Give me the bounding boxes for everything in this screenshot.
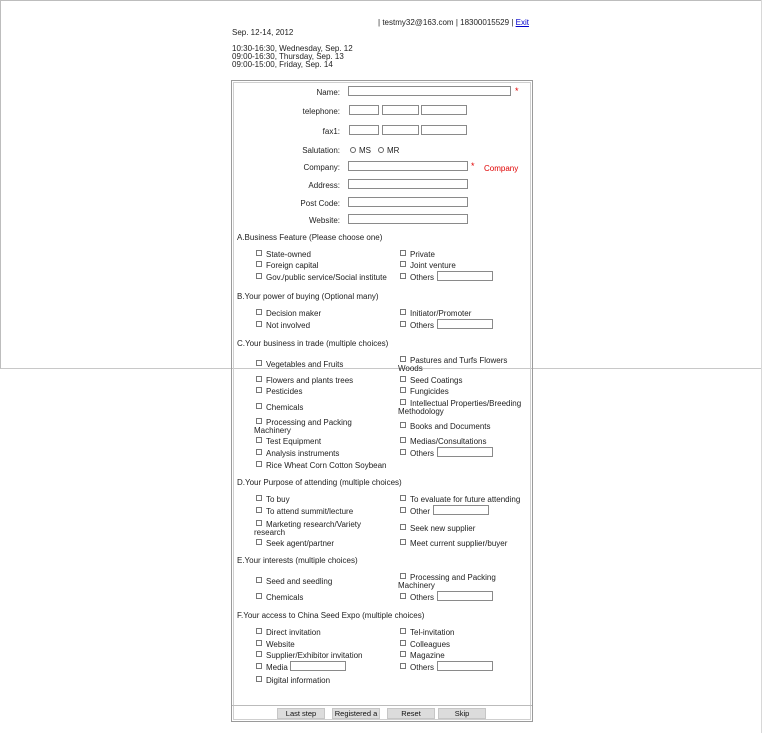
checkbox-analysis[interactable] — [256, 449, 262, 455]
last-step-button[interactable]: Last step — [277, 708, 325, 719]
fax-ext-input[interactable] — [421, 125, 467, 135]
checkbox-new-supplier[interactable] — [400, 524, 406, 530]
registration-form — [231, 80, 533, 722]
option-label: Private — [410, 250, 435, 259]
checkbox-private[interactable] — [400, 250, 406, 256]
company-input[interactable] — [348, 161, 468, 171]
event-hours-fri: 09:00-15:00, Friday, Sep. 14 — [232, 60, 333, 69]
company-required-mark: * — [471, 161, 475, 171]
exit-link[interactable]: Exit — [515, 18, 529, 27]
other-d-input[interactable] — [433, 505, 489, 515]
user-phone: 18300015529 — [460, 18, 510, 27]
fax-number-input[interactable] — [382, 125, 419, 135]
website-label: Website: — [309, 216, 340, 225]
checkbox-initiator[interactable] — [400, 309, 406, 315]
option-label: Other — [410, 507, 431, 516]
option-label: Processing and Packing — [410, 573, 496, 582]
checkbox-vegetables[interactable] — [256, 360, 262, 366]
option-label: Colleagues — [410, 640, 451, 649]
others-e-input[interactable] — [437, 591, 493, 601]
section-b-title: B.Your power of buying (Optional many) — [237, 292, 379, 301]
option-label: Processing and Packing — [266, 418, 352, 427]
telephone-label: telephone: — [302, 107, 340, 116]
option-label: To attend summit/lecture — [266, 507, 354, 516]
checkbox-medias[interactable] — [400, 437, 406, 443]
option-label: Seed Coatings — [410, 376, 463, 385]
option-label-wrap: Methodology — [398, 407, 444, 416]
separator: | — [455, 18, 458, 27]
checkbox-intellectual[interactable] — [400, 399, 406, 405]
separator: | — [511, 18, 514, 27]
option-label: Others — [410, 449, 435, 458]
option-label: Analysis instruments — [266, 449, 340, 458]
fax-label: fax1: — [322, 127, 340, 136]
others-c-input[interactable] — [437, 447, 493, 457]
checkbox-decision-maker[interactable] — [256, 309, 262, 315]
option-label: Foreign capital — [266, 261, 319, 270]
option-label: Digital information — [266, 676, 331, 685]
section-f-title: F.Your access to China Seed Expo (multiple choices) — [237, 611, 425, 620]
option-label: Not involved — [266, 321, 311, 330]
option-label: Decision maker — [266, 309, 322, 318]
option-label: Others — [410, 593, 435, 602]
option-label: Chemicals — [266, 403, 304, 412]
checkbox-media[interactable] — [256, 663, 262, 669]
postcode-input[interactable] — [348, 197, 468, 207]
option-label: Magazine — [410, 651, 445, 660]
option-label-wrap: Woods — [398, 364, 423, 373]
section-e-title: E.Your interests (multiple choices) — [237, 556, 358, 565]
option-label: Flowers and plants trees — [266, 376, 354, 385]
reset-button[interactable]: Reset — [387, 708, 435, 719]
option-label: Pastures and Turfs Flowers — [410, 356, 508, 365]
checkbox-processing-c[interactable] — [256, 418, 262, 424]
checkbox-website[interactable] — [256, 640, 262, 646]
checkbox-direct-invitation[interactable] — [256, 628, 262, 634]
fax-area-input[interactable] — [349, 125, 379, 135]
telephone-number-input[interactable] — [382, 105, 419, 115]
separator: | — [378, 18, 381, 27]
checkbox-pesticides[interactable] — [256, 387, 262, 393]
checkbox-grains[interactable] — [256, 461, 262, 467]
media-input[interactable] — [290, 661, 346, 671]
option-label: Seek new supplier — [410, 524, 476, 533]
option-label: Chemicals — [266, 593, 304, 602]
company-required-hint: Company — [484, 164, 519, 173]
option-label: To evaluate for future attending — [410, 495, 521, 504]
checkbox-test-equipment[interactable] — [256, 437, 262, 443]
checkbox-seed[interactable] — [256, 577, 262, 583]
option-label: Others — [410, 273, 435, 282]
checkbox-current-supplier[interactable] — [400, 539, 406, 545]
checkbox-flowers[interactable] — [256, 376, 262, 382]
checkbox-summit[interactable] — [256, 507, 262, 513]
option-label: Pesticides — [266, 387, 303, 396]
section-c-title: C.Your business in trade (multiple choices) — [237, 339, 389, 348]
telephone-area-input[interactable] — [349, 105, 379, 115]
checkbox-supplier-invitation[interactable] — [256, 651, 262, 657]
option-label: Supplier/Exhibitor invitation — [266, 651, 363, 660]
name-label: Name: — [316, 88, 340, 97]
option-label-wrap: research — [254, 528, 286, 537]
name-input[interactable] — [348, 86, 511, 96]
checkbox-magazine[interactable] — [400, 651, 406, 657]
checkbox-seek-agent[interactable] — [256, 539, 262, 545]
checkbox-state-owned[interactable] — [256, 250, 262, 256]
skip-button[interactable]: Skip — [438, 708, 486, 719]
address-label: Address: — [308, 181, 340, 190]
option-label: Fungicides — [410, 387, 449, 396]
option-label: Meet current supplier/buyer — [410, 539, 508, 548]
option-label: State-owned — [266, 250, 311, 259]
checkbox-marketing[interactable] — [256, 520, 262, 526]
name-required-mark: * — [515, 86, 519, 96]
option-label: Others — [410, 321, 435, 330]
salutation-ms-radio[interactable] — [350, 147, 356, 153]
checkbox-books[interactable] — [400, 422, 406, 428]
option-label: Seek agent/partner — [266, 539, 335, 548]
salutation-ms-label: MS — [359, 146, 371, 155]
company-label: Company: — [303, 163, 340, 172]
others-a-input[interactable] — [437, 271, 493, 281]
button-row — [232, 705, 532, 720]
checkbox-to-buy[interactable] — [256, 495, 262, 501]
option-label: Initiator/Promoter — [410, 309, 472, 318]
checkbox-chemicals-e[interactable] — [256, 593, 262, 599]
option-label: To buy — [266, 495, 290, 504]
checkbox-chemicals-c[interactable] — [256, 403, 262, 409]
checkbox-gov-public[interactable] — [256, 273, 262, 279]
option-label: Test Equipment — [266, 437, 322, 446]
checkbox-not-involved[interactable] — [256, 321, 262, 327]
checkbox-digital[interactable] — [256, 676, 262, 682]
option-label: Rice Wheat Corn Cotton Soybean — [266, 461, 387, 470]
checkbox-others-a[interactable] — [400, 273, 406, 279]
checkbox-others-f[interactable] — [400, 663, 406, 669]
option-label: Media — [266, 663, 288, 672]
checkbox-others-b[interactable] — [400, 321, 406, 327]
checkbox-tel-invitation[interactable] — [400, 628, 406, 634]
checkbox-others-c[interactable] — [400, 449, 406, 455]
checkbox-joint-venture[interactable] — [400, 261, 406, 267]
option-label: Others — [410, 663, 435, 672]
user-bar — [378, 18, 529, 27]
section-a-title: A.Business Feature (Please choose one) — [237, 233, 383, 242]
address-input[interactable] — [348, 179, 468, 189]
checkbox-evaluate[interactable] — [400, 495, 406, 501]
checkbox-colleagues[interactable] — [400, 640, 406, 646]
event-hours-thu: 09:00-16:30, Thursday, Sep. 13 — [232, 52, 344, 61]
telephone-ext-input[interactable] — [421, 105, 467, 115]
option-label: Medias/Consultations — [410, 437, 487, 446]
checkbox-processing-e[interactable] — [400, 573, 406, 579]
website-input[interactable] — [348, 214, 468, 224]
others-f-input[interactable] — [437, 661, 493, 671]
option-label: Marketing research/Variety — [266, 520, 361, 529]
option-label: Website — [266, 640, 295, 649]
salutation-label: Salutation: — [302, 146, 340, 155]
checkbox-pastures[interactable] — [400, 356, 406, 362]
option-label-wrap: Machinery — [254, 426, 291, 435]
option-label: Direct invitation — [266, 628, 321, 637]
checkbox-other-d[interactable] — [400, 507, 406, 513]
option-label: Tel-invitation — [410, 628, 455, 637]
salutation-mr-radio[interactable] — [378, 147, 384, 153]
registered-button[interactable]: Registered a — [332, 708, 380, 719]
option-label: Gov./public service/Social institute — [266, 273, 387, 282]
option-label: Vegetables and Fruits — [266, 360, 344, 369]
postcode-label: Post Code: — [300, 199, 340, 208]
others-b-input[interactable] — [437, 319, 493, 329]
option-label: Books and Documents — [410, 422, 491, 431]
option-label-wrap: Machinery — [398, 581, 435, 590]
user-email: testmy32@163.com — [382, 18, 454, 27]
checkbox-seed-coatings[interactable] — [400, 376, 406, 382]
event-hours-wed: 10:30-16:30, Wednesday, Sep. 12 — [232, 44, 353, 53]
checkbox-foreign-capital[interactable] — [256, 261, 262, 267]
option-label: Joint venture — [410, 261, 456, 270]
checkbox-fungicides[interactable] — [400, 387, 406, 393]
salutation-mr-label: MR — [387, 146, 400, 155]
event-dates: Sep. 12-14, 2012 — [232, 28, 294, 37]
option-label: Intellectual Properties/Breeding — [410, 399, 522, 408]
checkbox-others-e[interactable] — [400, 593, 406, 599]
option-label: Seed and seedling — [266, 577, 333, 586]
section-d-title: D.Your Purpose of attending (multiple choices) — [237, 478, 402, 487]
